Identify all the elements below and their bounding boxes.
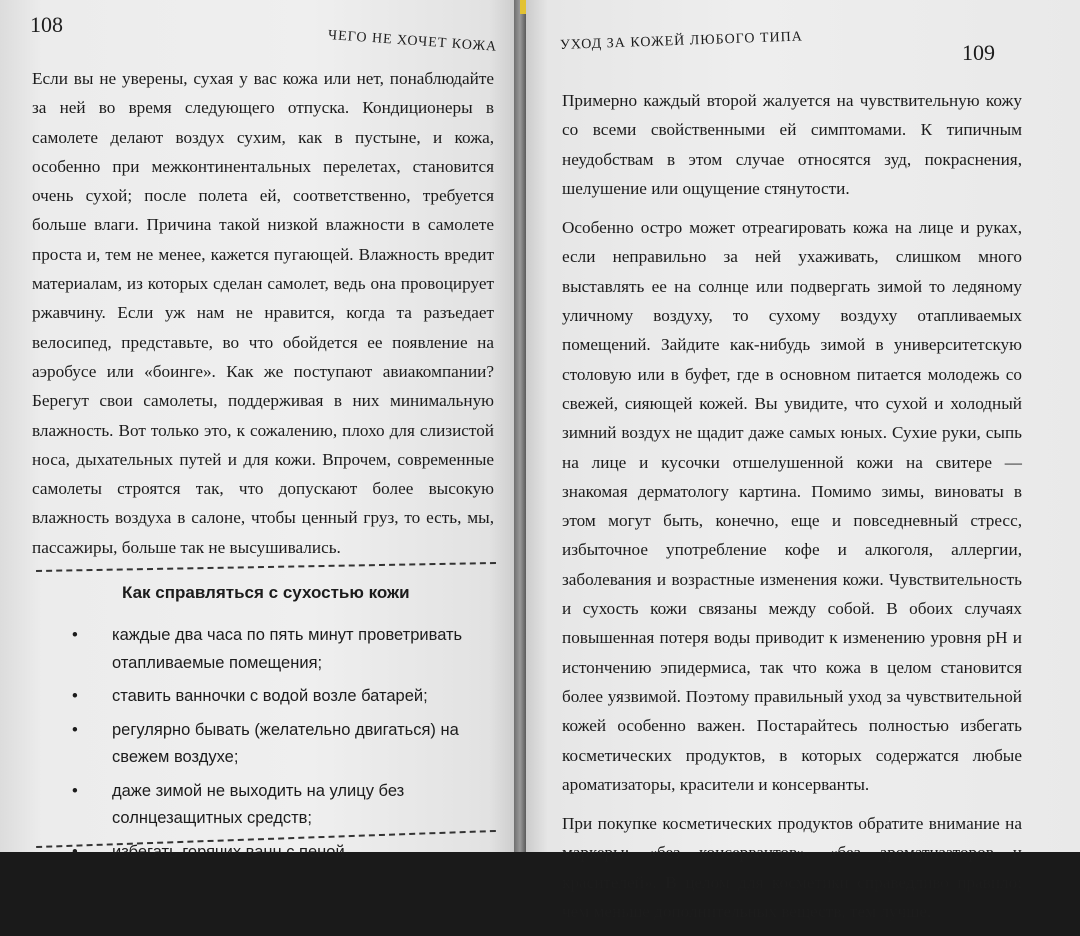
book-gutter [514, 0, 526, 852]
box-title: Как справляться с сухостью кожи [122, 583, 410, 602]
bullet-icon: • [72, 626, 78, 644]
right-paragraph: Особенно остро может отреагировать кожа на лице и руках, если неправильно за ней ухаживать, слишком много выставлять ее на солнце или подвергать зимой то ледяному уличному воздуху, то сухому воздуху отапливаемых помещений. Зайдите как-нибудь зимой в университетскую столовую или в буфет, где в основном питается молодежь со свежей, сияющей кожей. Вы увидите, что сухой и холодный зимний воздух не щадит даже самых юных. Сухие руки, сыпь на лице и кусочки отшелушенной кожи на свитере — знакомая дерматологу картина. Помимо зимы, виноваты в этом могут быть, конечно, еще и повседневный стресс, избыточное употребление кофе и алкоголя, аллергии, заболевания и возрастные изменения кожи. Чувствительность и сухость кожи связаны между собой. В обоих случаях повышенная потеря воды приводит к изменению уровня pH и истончению эпидермиса, так что кожа в целом становится более уязвимой. Поэтому правильный уход за чувствительной кожей особенно важен. Постарайтесь полностью избегать косметических продуктов, в которых содержатся любые ароматизаторы, красители и консерванты. [562, 218, 1022, 794]
right-running-head: УХОД ЗА КОЖЕЙ ЛЮБОГО ТИПА [559, 29, 804, 53]
bullet-icon: • [72, 687, 78, 705]
right-paragraph: Примерно каждый второй жалуется на чувствительную кожу со всеми свойственными ей симптомами. К типичным неудобствам в этом случае относятся зуд, покраснения, шелушение или ощущение стянутости. [562, 91, 1022, 198]
left-running-head: ЧЕГО НЕ ХОЧЕТ КОЖА [327, 28, 498, 55]
list-item [72, 622, 492, 677]
list-item [72, 717, 492, 772]
right-body-text [562, 86, 1022, 936]
list-item [72, 683, 492, 711]
left-page-number: 108 [30, 12, 63, 37]
left-paragraph: Если вы не уверены, сухая у вас кожа или нет, понаблюдайте за ней во время следующего отпуска. Кондиционеры в самолете делают воздух сухим, как в пустыне, и кожа, особенно при межконтинентальных перелетах, становится очень сухой; после полета ей, соответственно, требуется больше влаги. Причина такой низкой влажности в самолете проста и, тем не менее, кажется пугающей. Влажность вредит материалам, из которых сделан самолет, ведь она провоцирует ржавчину. Если уж нам не нравится, когда та разъедает велосипед, представьте, во что обойдется ее появление на аэробусе или «боинге». Как же поступают авиакомпании? Берегут свои самолеты, поддерживая в них минимальную влажность. Вот только это, к сожалению, плохо для слизистой носа, дыхательных путей и для кожи. Впрочем, современные самолеты строятся так, что допускают более высокую влажность воздуха в салоне, чтобы ценный груз, то есть, мы, пассажиры, больше так не высушивались. [32, 69, 494, 557]
bullet-icon: • [72, 720, 78, 739]
bullet-icon: • [72, 781, 78, 800]
list-item [72, 778, 492, 833]
tips-list [72, 622, 492, 872]
tip-text: даже зимой не выходить на улицу без солнцезащитных средств; [112, 781, 405, 827]
bullet-icon: • [72, 842, 78, 861]
box-top-divider [36, 562, 496, 572]
left-page [0, 0, 520, 861]
bookmark-ribbon [520, 0, 526, 14]
left-body-text [32, 64, 494, 562]
tip-text: каждые два часа по пять минут проветривать отапливаемые помещения; [112, 626, 463, 672]
tip-text: регулярно бывать (желательно двигаться) на свежем воздухе; [112, 720, 459, 766]
tip-text: ставить ванночки с водой возле батарей; [112, 687, 428, 705]
right-paragraph: При покупке косметических продуктов обратите внимание на маркеры: «без консервантов», «без ароматизаторов и красителей». В целом для косметики справедливо правило: чем меньше дополнительных веществ, тем лучше. [562, 814, 1022, 922]
right-page [520, 0, 1080, 922]
tip-text: избегать горячих ванн с пеной. [112, 842, 350, 861]
right-page-number: 109 [962, 40, 995, 65]
